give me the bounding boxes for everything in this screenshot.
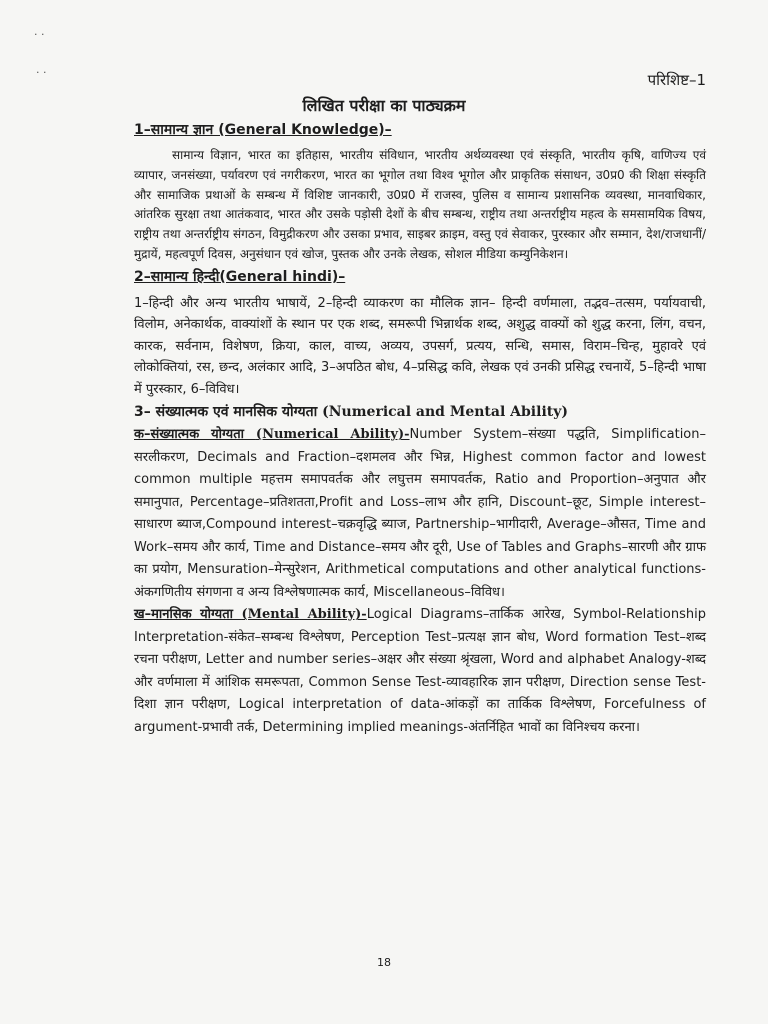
section-heading-ability-en: (Numerical and Mental Ability): [322, 404, 568, 421]
section-heading-hindi: 2–सामान्य हिन्दी(General hindi)–: [134, 268, 346, 285]
scan-mark: · ·: [34, 28, 45, 41]
section-text-mental: [134, 604, 706, 739]
section-heading-gk: 1–सामान्य ज्ञान (General Knowledge)–: [134, 122, 392, 138]
section-heading-ability: [134, 402, 706, 422]
syllabus-content: [134, 120, 706, 739]
section-text-numerical: [134, 424, 706, 604]
appendix-label: परिशिष्ट–1: [647, 71, 706, 89]
section-text-hindi: 1–हिन्दी और अन्य भारतीय भाषायें, 2–हिन्दी व्याकरण का मौलिक ज्ञान– हिन्दी वर्णमाला, तद्भव–तत्सम, पर्यायवाची, विलोम, अनेकार्थक, वाक्यांशों के स्थान पर एक शब्द, समरूपी भिन्नार्थक शब्द, अशुद्ध वाक्यों को शुद्ध करना, लिंग, वचन, कारक, सर्वनाम, विशेषण, क्रिया, काल, वाच्य, अव्यय, उपसर्ग, प्रत्यय, सन्धि, समास, विराम–चिन्ह, मुहावरे एवं लोकोक्तियां, रस, छन्द, अलंकार आदि, 3–अपठित बोध, 4–प्रसिद्ध कवि, लेखक एवं उनकी प्रसिद्ध रचनायें, 5–हिन्दी भाषा में पुरस्कार, 6–विविध।: [134, 295, 706, 397]
subheading-mental-hi: ख–मानसिक योग्यता: [134, 607, 242, 623]
page-number: 18: [377, 956, 391, 969]
section-text-gk: सामान्य विज्ञान, भारत का इतिहास, भारतीय संविधान, भारतीय अर्थव्यवस्था एवं संस्कृति, भारतीय कृषि, वाणिज्य एवं व्यापार, जनसंख्या, पर्यावरण एवं नगरीकरण, भारत का भूगोल तथा विश्व भूगोल और प्राकृतिक संसाधन, उ0प्र0 की शिक्षा संस्कृति और सामाजिक प्रथाओं के सम्बन्ध में विशिष्ट जानकारी, उ0प्र0 में राजस्व, पुलिस व सामान्य प्रशासनिक व्यवस्था, मानवाधिकार, आंतरिक सुरक्षा तथा आतंकवाद, भारत और उसके पड़ोसी देशों के बीच सम्बन्ध, राष्ट्रीय तथा अन्तर्राष्ट्रीय महत्व के समसामयिक विषय, राष्ट्रीय तथा अन्तर्राष्ट्रीय संगठन, विमुद्रीकरण और उसका प्रभाव, साइबर क्राइम, वस्तु एवं सेवाकर, पुरस्कार और सम्मान, देश/राजधानीं/मुद्रायें, महत्वपूर्ण दिवस, अनुसंधान एवं खोज, पुस्तक और उनके लेखक, सोशल मीडिया कम्युनिकेशन।: [134, 148, 706, 261]
subheading-mental: [134, 607, 367, 622]
scan-mark: · ·: [36, 66, 47, 79]
mental-topics: Logical Diagrams–तार्किक आरेख, Symbol-Relationship Interpretation-संकेत–सम्बन्ध विश्लेषण, Perception Test–प्रत्यक्ष ज्ञान बोध, Word formation Test–शब्द रचना परीक्षण, Letter and number series–अक्षर और संख्या श्रृंखला, Word and alphabet Analogy-शब्द और वर्णमाला में आंशिक समरूपता, Common Sense Test-व्यावहारिक ज्ञान परीक्षण, Direction sense Test-दिशा ज्ञान परीक्षण, Logical interpretation of data-आंकड़ों का तार्किक विश्लेषण, Forcefulness of argument-प्रभावी तर्क, Determining implied meanings-अंतर्निहित भावों का विनिश्चय करना।: [134, 607, 706, 735]
page-title: लिखित परीक्षा का पाठ्यक्रम: [302, 96, 466, 115]
section-heading-ability-hi: 3– संख्यात्मक एवं मानसिक योग्यता: [134, 404, 323, 421]
numerical-topics: Number System–संख्या पद्धति, Simplification–सरलीकरण, Decimals and Fraction–दशमलव और भिन्न, Highest common factor and lowest common multiple महत्तम समापवर्तक और लघुत्तम समापवर्तक, Ratio and Proportion–अनुपात और समानुपात, Percentage–प्रतिशतता,Profit and Loss–लाभ और हानि, Discount–छूट, Simple interest–साधारण ब्याज,Compound interest–चक्रवृद्धि ब्याज, Partnership–भागीदारी, Average–औसत, Time and Work–समय और कार्य, Time and Distance–समय और दूरी, Use of Tables and Graphs–सारणी और ग्राफ का प्रयोग, Mensuration–मेन्सुरेशन, Arithmetical computations and other analytical functions-अंकगणितीय संगणना व अन्य विश्लेषणात्मक कार्य, Miscellaneous–विविध।: [134, 427, 707, 600]
subheading-numerical-en: (Numerical Ability)-: [255, 427, 410, 443]
subheading-mental-en: (Mental Ability)-: [241, 607, 367, 623]
subheading-numerical: [134, 427, 410, 442]
subheading-numerical-hi: क–संख्यात्मक योग्यता: [134, 427, 256, 443]
